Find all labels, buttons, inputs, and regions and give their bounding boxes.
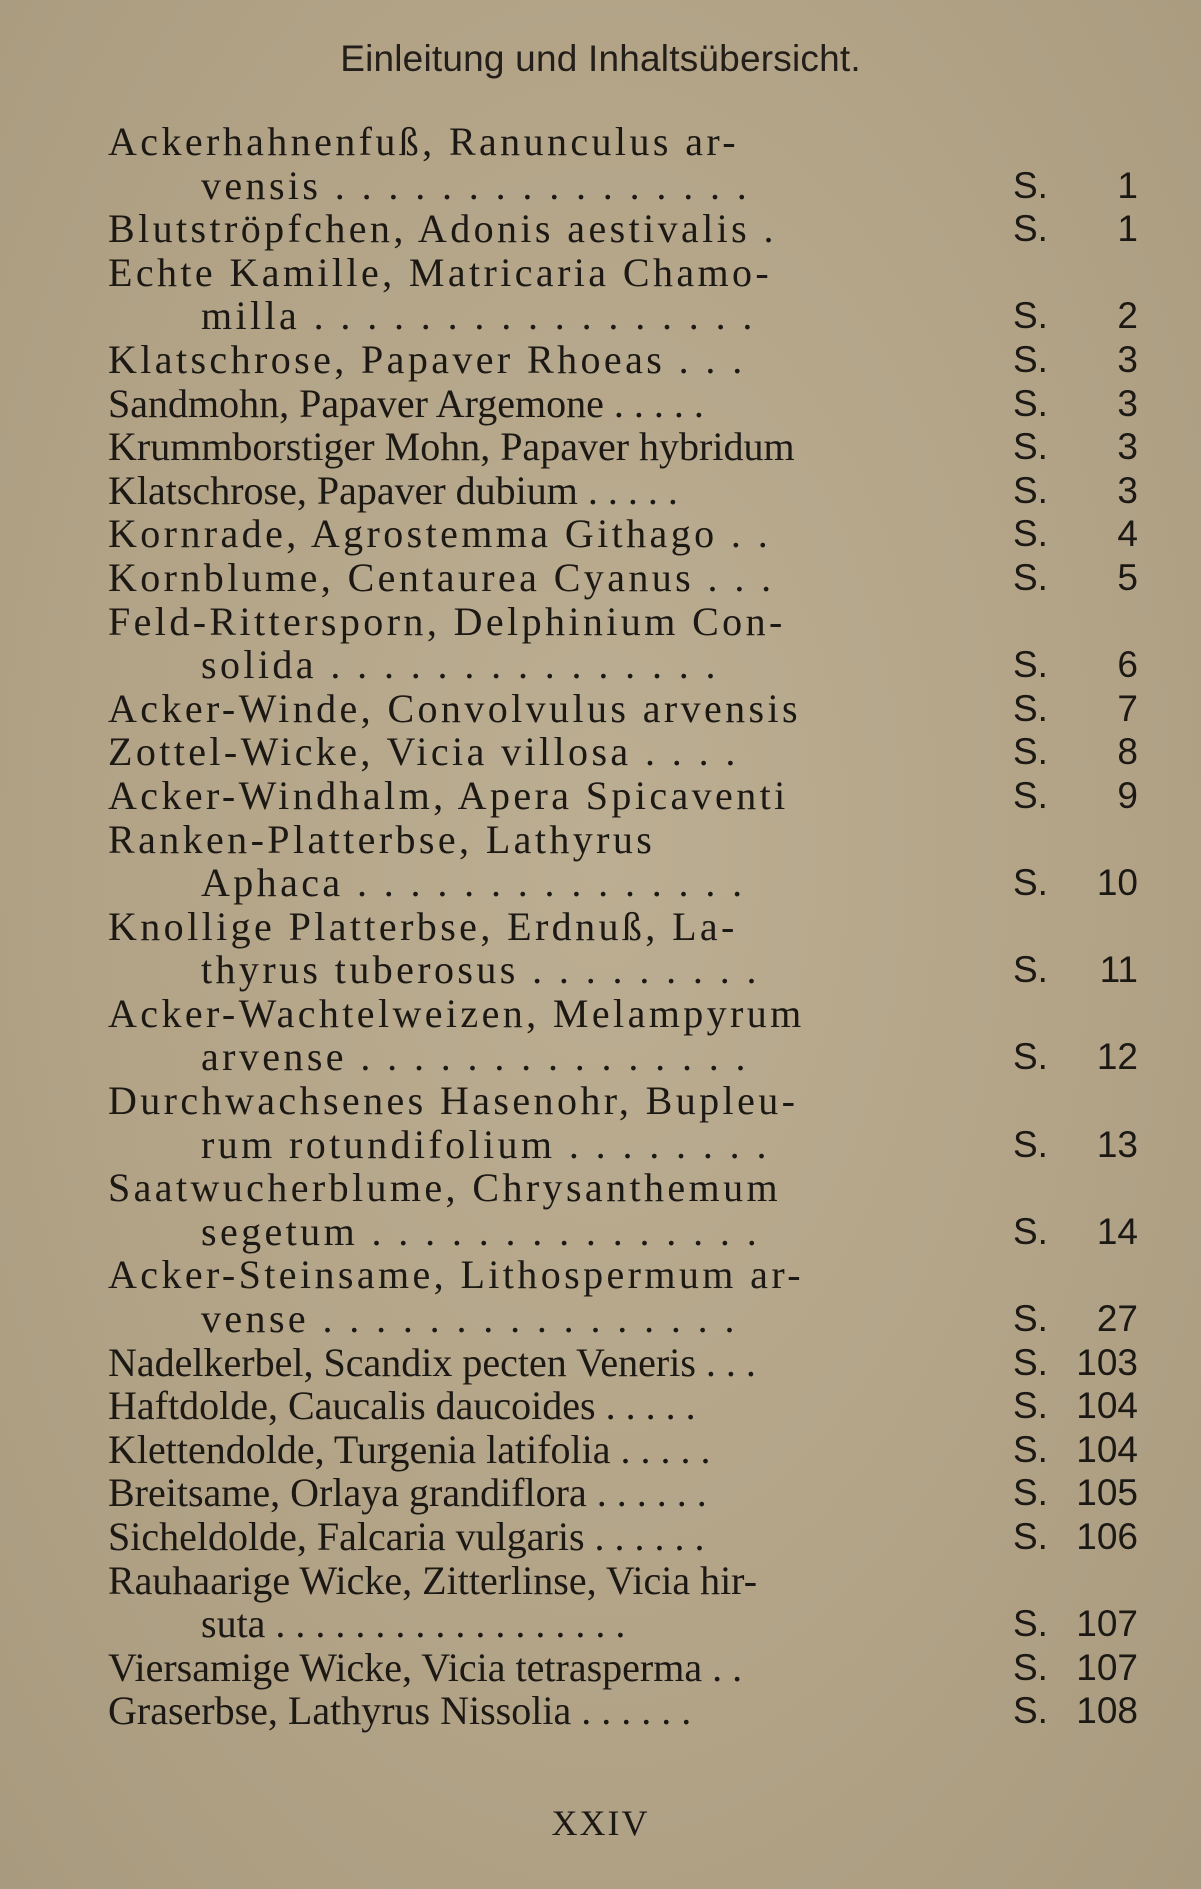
toc-entry-continuation <box>108 1297 1138 1341</box>
toc-entry-continuation <box>108 294 1138 338</box>
toc-entry-text: Saatwucherblume, Chrysanthemum <box>108 1165 781 1211</box>
toc-entry-text: Sandmohn, Papaver Argemone . . . . . <box>108 380 704 426</box>
toc-entry-text: solida . . . . . . . . . . . . . . . <box>201 642 719 688</box>
toc-entry <box>108 600 1138 644</box>
page-number: 1 <box>1117 208 1138 250</box>
page-prefix: S. <box>1013 1516 1048 1557</box>
page-number: 103 <box>1076 1341 1138 1383</box>
toc-entry-text: milla . . . . . . . . . . . . . . . . . <box>201 293 756 339</box>
toc-entry <box>108 687 1138 731</box>
toc-entry-text: Krummborstiger Mohn, Papaver hybridum <box>108 424 795 470</box>
page-number: 3 <box>1117 469 1138 511</box>
page-number: 4 <box>1117 513 1138 555</box>
toc-entry-text: suta . . . . . . . . . . . . . . . . . . <box>201 1601 626 1647</box>
toc-entry <box>108 1079 1138 1123</box>
toc-entry-continuation <box>108 1210 1138 1254</box>
toc-entry <box>108 905 1138 949</box>
page-number: 11 <box>1099 949 1138 991</box>
page-number: 13 <box>1096 1123 1138 1165</box>
page-number-roman: XXIV <box>551 1803 650 1843</box>
page-prefix: S. <box>1013 338 1048 380</box>
toc-entry-continuation <box>108 1602 1138 1646</box>
toc-entry <box>108 512 1138 556</box>
page-prefix: S. <box>1013 1428 1048 1470</box>
toc-entry-text: Nadelkerbel, Scandix pecten Veneris . . . <box>108 1339 756 1385</box>
page-prefix: S. <box>1013 774 1048 816</box>
toc-entry <box>108 1341 1138 1385</box>
toc-entry <box>108 382 1138 426</box>
page-number: 2 <box>1117 295 1138 337</box>
page-prefix: S. <box>1013 1123 1048 1165</box>
toc-entry-text: Klatschrose, Papaver Rhoeas . . . <box>108 336 746 382</box>
page-prefix: S. <box>1013 1603 1048 1645</box>
toc-entry-text: Viersamige Wicke, Vicia tetrasperma . . <box>108 1644 743 1690</box>
toc-entry-text: thyrus tuberosus . . . . . . . . . <box>201 947 760 993</box>
toc-entry <box>108 1515 1138 1559</box>
toc-entry <box>108 120 1138 164</box>
toc-entry <box>108 1166 1138 1210</box>
page-prefix: S. <box>1013 164 1048 206</box>
page-prefix: S. <box>1013 208 1048 250</box>
toc-entry <box>108 338 1138 382</box>
page-number: 105 <box>1076 1472 1138 1514</box>
page-number: 9 <box>1117 774 1138 816</box>
page-prefix: S. <box>1013 426 1048 468</box>
page-number: 104 <box>1076 1428 1138 1470</box>
toc-entry-continuation <box>108 948 1138 992</box>
toc-entry-text: Acker-Wachtelweizen, Melampyrum <box>108 990 805 1036</box>
page-prefix: S. <box>1013 1036 1048 1078</box>
page-prefix: S. <box>1013 556 1048 598</box>
toc-entry-text: Sicheldolde, Falcaria vulgaris . . . . . . <box>108 1514 705 1559</box>
toc-entry <box>108 992 1138 1036</box>
toc-entry-text: Acker-Windhalm, Apera Spicaventi <box>108 772 789 818</box>
toc-entry-text: Kornblume, Centaurea Cyanus . . . <box>108 554 775 600</box>
toc-entry-continuation <box>108 861 1138 905</box>
toc-entry-text: Knollige Platterbse, Erdnuß, La- <box>108 903 738 949</box>
page-prefix: S. <box>1013 1341 1048 1383</box>
page-prefix: S. <box>1013 731 1048 773</box>
toc-entry <box>108 1646 1138 1690</box>
toc-entry <box>108 730 1138 774</box>
page-prefix: S. <box>1013 513 1048 555</box>
toc-entry-text: Ackerhahnenfuß, Ranunculus ar- <box>108 119 740 164</box>
page-number: 107 <box>1076 1646 1138 1688</box>
toc-entry-text: Feld-Rittersporn, Delphinium Con- <box>108 598 786 644</box>
toc-entry-text: vense . . . . . . . . . . . . . . . . <box>201 1296 738 1342</box>
toc-entry <box>108 1428 1138 1472</box>
page-number: 107 <box>1076 1603 1138 1645</box>
page-number: 14 <box>1096 1210 1138 1252</box>
toc-entry <box>108 425 1138 469</box>
toc-entry-text: Kornrade, Agrostemma Githago . . <box>108 511 772 557</box>
page-number: 8 <box>1117 731 1138 773</box>
page-prefix: S. <box>1013 644 1048 686</box>
page-prefix: S. <box>1013 1472 1048 1514</box>
page-prefix: S. <box>1013 1385 1048 1427</box>
page-number: 104 <box>1076 1385 1138 1427</box>
toc-entry-continuation <box>108 643 1138 687</box>
toc-entry-text: Blutströpfchen, Adonis aestivalis . <box>108 206 777 252</box>
toc-entry <box>108 1253 1138 1297</box>
page-number: 108 <box>1076 1690 1138 1732</box>
toc-entry-text: Echte Kamille, Matricaria Chamo- <box>108 249 773 295</box>
page-number: 10 <box>1096 862 1138 904</box>
page-prefix: S. <box>1013 469 1048 511</box>
toc-entry-text: Acker-Winde, Convolvulus arvensis <box>108 685 802 731</box>
page-number: 106 <box>1076 1516 1138 1557</box>
toc-entry <box>108 1384 1138 1428</box>
toc-entry <box>108 1559 1138 1603</box>
toc-entry <box>108 251 1138 295</box>
page-number: 3 <box>1117 338 1138 380</box>
page-prefix: S. <box>1013 687 1048 729</box>
toc-entry-continuation <box>108 1035 1138 1079</box>
page-prefix: S. <box>1013 949 1048 991</box>
running-header: Einleitung und Inhaltsübersicht. <box>340 38 861 79</box>
page-number: 6 <box>1117 644 1138 686</box>
toc-entry-text: rum rotundifolium . . . . . . . . <box>201 1121 770 1167</box>
toc-entry-text: vensis . . . . . . . . . . . . . . . . <box>201 162 751 208</box>
toc-entry-text: Klatschrose, Papaver dubium . . . . . <box>108 467 678 513</box>
toc-entry <box>108 1689 1138 1733</box>
toc-entry-text: Durchwachsenes Hasenohr, Bupleu- <box>108 1078 799 1124</box>
page-number: 7 <box>1117 687 1138 729</box>
toc-entry-text: Graserbse, Lathyrus Nissolia . . . . . . <box>108 1688 692 1734</box>
toc-entry <box>108 818 1138 862</box>
toc-entry <box>108 469 1138 513</box>
toc-entry-text: Breitsame, Orlaya grandiflora . . . . . . <box>108 1470 707 1516</box>
page-number: 5 <box>1117 556 1138 598</box>
toc-entry <box>108 556 1138 600</box>
table-of-contents <box>108 120 1138 1733</box>
toc-entry <box>108 774 1138 818</box>
page-prefix: S. <box>1013 295 1048 337</box>
toc-entry-text: segetum . . . . . . . . . . . . . . . <box>201 1208 761 1254</box>
toc-entry-continuation <box>108 164 1138 208</box>
toc-entry-text: Haftdolde, Caucalis daucoides . . . . . <box>108 1383 696 1429</box>
page-number: 12 <box>1096 1036 1138 1078</box>
page-number: 27 <box>1096 1298 1138 1340</box>
page-prefix: S. <box>1013 1298 1048 1340</box>
page-prefix: S. <box>1013 1210 1048 1252</box>
toc-entry-text: Rauhaarige Wicke, Zitterlinse, Vicia hir- <box>108 1557 758 1603</box>
toc-entry-text: arvense . . . . . . . . . . . . . . . <box>201 1034 749 1080</box>
toc-entry <box>108 1471 1138 1515</box>
toc-entry-text: Klettendolde, Turgenia latifolia . . . . . <box>108 1426 711 1472</box>
page-prefix: S. <box>1013 382 1048 424</box>
toc-entry <box>108 207 1138 251</box>
toc-entry-text: Acker-Steinsame, Lithospermum ar- <box>108 1252 804 1298</box>
toc-entry-text: Ranken-Platterbse, Lathyrus <box>108 816 656 862</box>
page-prefix: S. <box>1013 862 1048 904</box>
page-number: 3 <box>1117 426 1138 468</box>
toc-entry-continuation <box>108 1123 1138 1167</box>
page-number: 3 <box>1117 382 1138 424</box>
page-number: 1 <box>1117 164 1138 206</box>
toc-entry-text: Zottel-Wicke, Vicia villosa . . . . <box>108 729 739 775</box>
page-prefix: S. <box>1013 1690 1048 1732</box>
toc-entry-text: Aphaca . . . . . . . . . . . . . . . <box>201 860 746 906</box>
page-prefix: S. <box>1013 1646 1048 1688</box>
